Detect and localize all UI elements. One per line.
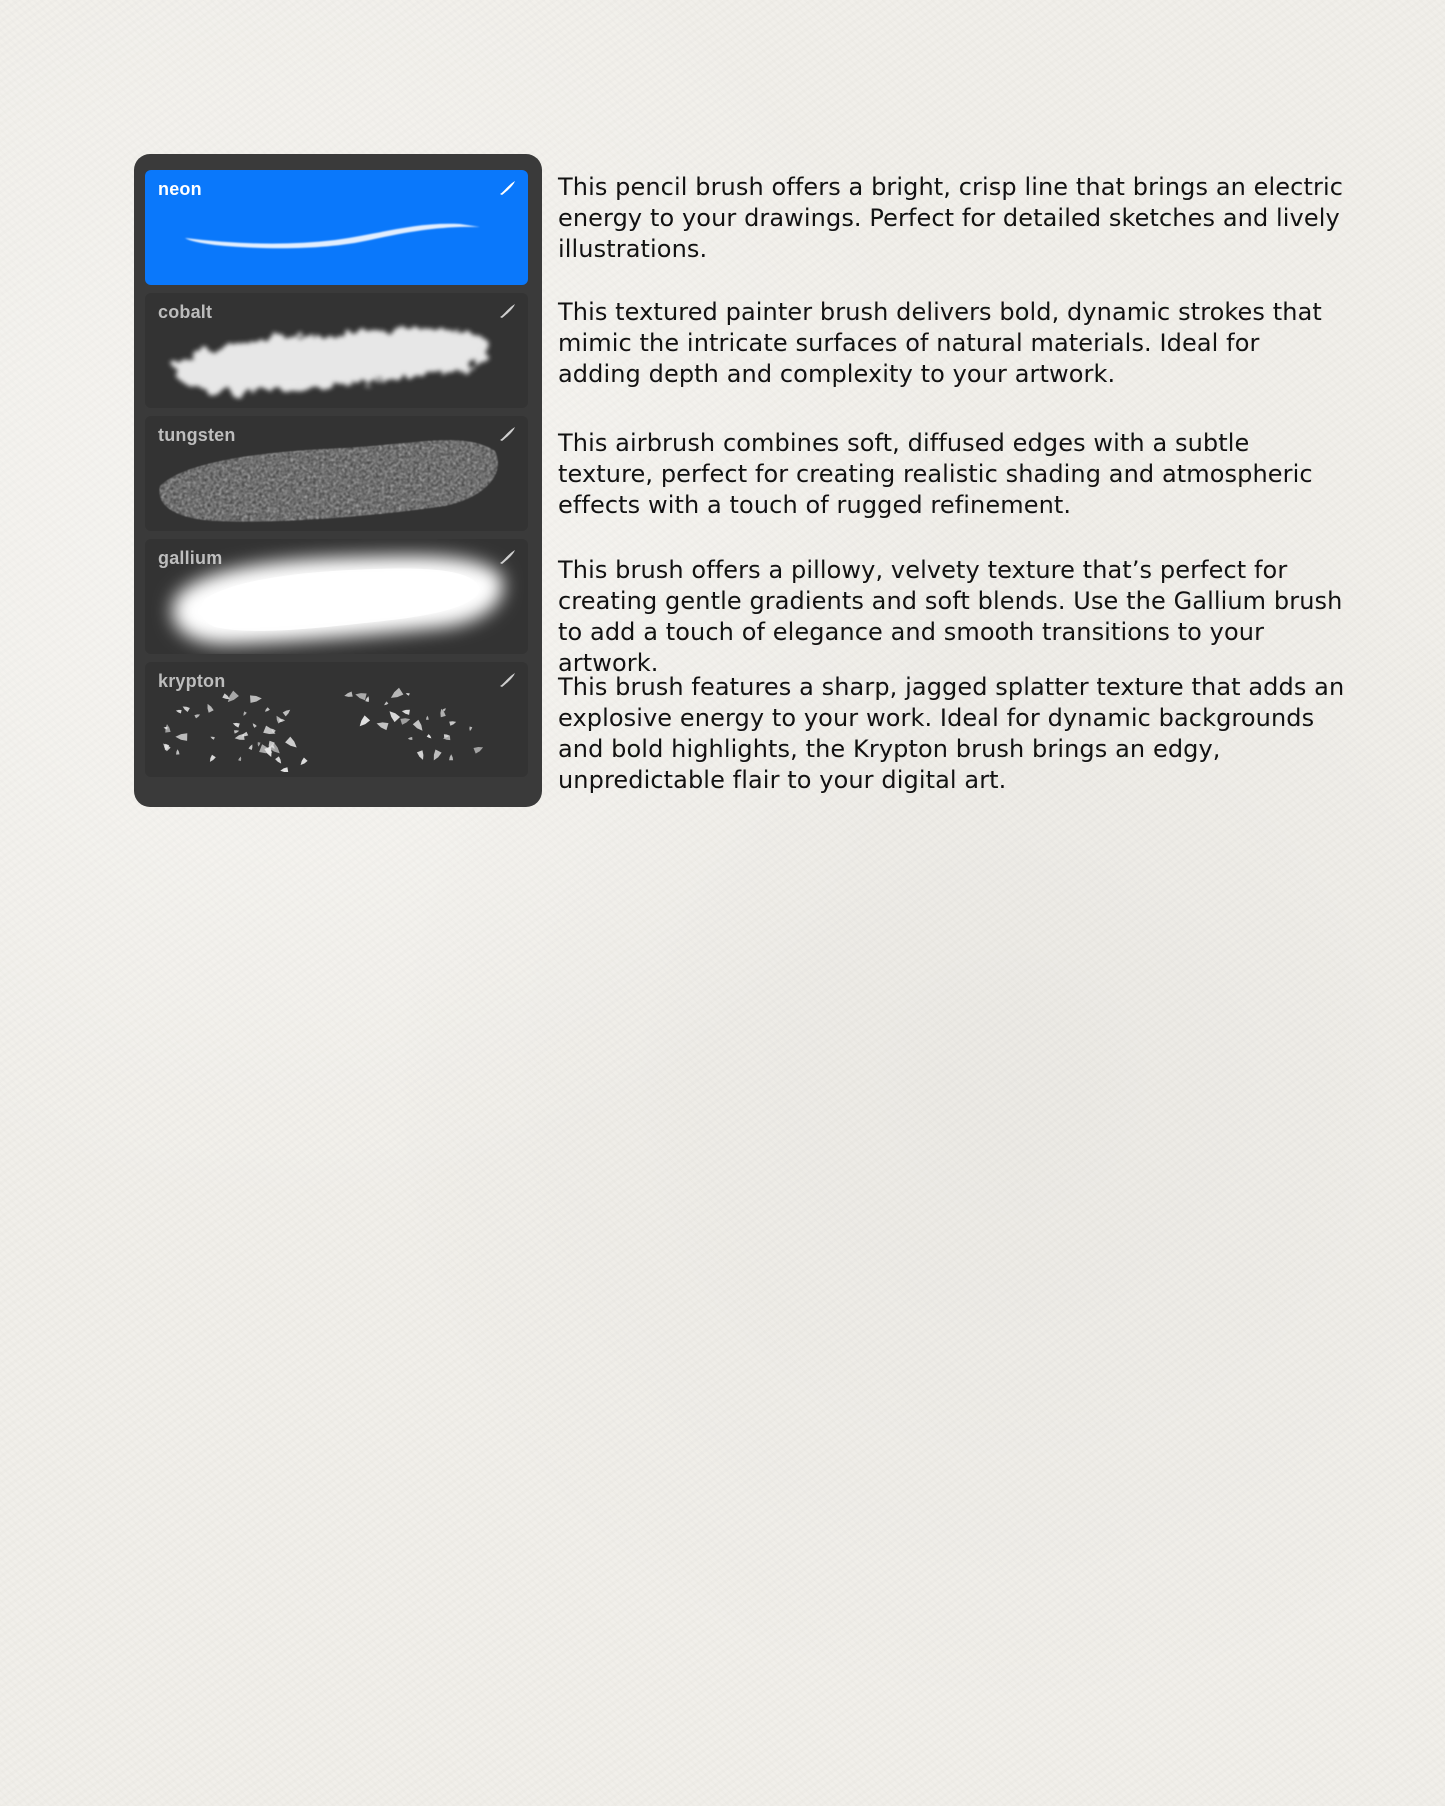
brush-stroke-preview-tungsten (145, 416, 528, 531)
brush-item-neon[interactable] (145, 170, 528, 285)
brush-stroke-preview-cobalt (145, 293, 528, 408)
splatter-mark (365, 696, 369, 702)
splatter-mark (175, 733, 187, 741)
splatter-mark (406, 693, 410, 696)
brush-name-label: gallium (158, 548, 223, 568)
splatter-mark (234, 730, 239, 733)
splatter-mark (249, 744, 253, 750)
splatter-mark (183, 707, 190, 713)
splatter-mark (208, 704, 214, 713)
splatter-mark (360, 715, 370, 726)
splatter-mark (250, 695, 262, 703)
splatter-mark (258, 742, 261, 747)
splatter-mark (427, 734, 432, 738)
splatter-mark (222, 693, 230, 699)
splatter-mark (210, 737, 215, 740)
splatter-mark (355, 693, 366, 700)
brush-description-gallium: This brush offers a pillowy, velvety texture that’s perfect for creating gentle gradients and soft blends. Use the Gallium brush to add a touch of elegance and smooth transitions to your artwork. (558, 556, 1343, 677)
splatter-mark (390, 711, 401, 722)
brush-stroke-preview-krypton (145, 662, 528, 777)
brush-name-label: krypton (158, 671, 226, 691)
brush-item-gallium[interactable] (145, 539, 528, 654)
splatter-mark (280, 767, 288, 772)
splatter-mark (238, 757, 241, 762)
splatter-mark (384, 701, 388, 705)
brush-name-label: tungsten (158, 425, 236, 445)
brush-item-krypton[interactable] (145, 662, 528, 777)
splatter-mark (194, 714, 200, 718)
splatter-mark (391, 688, 404, 698)
splatter-mark (228, 691, 239, 703)
splatter-mark (413, 720, 423, 731)
splatter-mark (176, 710, 182, 714)
brush-item-tungsten[interactable] (145, 416, 528, 531)
splatter-mark (242, 732, 249, 737)
splatter-mark (402, 710, 410, 715)
splatter-mark (233, 723, 240, 728)
brush-description-neon: This pencil brush offers a bright, crisp line that brings an electric energy to your drawings. Perfect for detailed sketches and lively illustrations. (558, 173, 1344, 263)
splatter-mark (449, 754, 453, 760)
brush-description-tungsten: This airbrush combines soft, diffused edges with a subtle texture, perfect for creating realistic shading and atmospheric effects with a touch of rugged refinement. (558, 429, 1313, 519)
brush-descriptions (558, 172, 1348, 812)
splatter-mark (377, 722, 389, 730)
brush-stroke-preview-neon (145, 170, 528, 285)
splatter-mark (400, 718, 410, 724)
splatter-mark (408, 737, 413, 740)
splatter-mark (283, 710, 291, 717)
splatter-mark (344, 692, 352, 697)
brush-name-label: cobalt (158, 302, 213, 322)
brush-description-cobalt: This textured painter brush delivers bold, dynamic strokes that mimic the intricate surfaces of natural materials. Ideal for adding depth and complexity to your artwork. (558, 298, 1322, 388)
splatter-mark (434, 750, 442, 761)
splatter-mark (285, 737, 297, 748)
splatter-mark (244, 711, 247, 716)
brush-name-label: neon (158, 179, 202, 199)
brush-description-krypton: This brush features a sharp, jagged splatter texture that adds an explosive energy to your work. Ideal for dynamic backgrounds and bold highlights, the Krypton brush brings an edgy, unpredictable flair to your digital art. (558, 673, 1345, 794)
splatter-mark (275, 756, 281, 763)
splatter-mark (417, 750, 424, 760)
splatter-mark (265, 707, 270, 712)
splatter-mark (426, 716, 429, 720)
splatter-mark (210, 755, 216, 762)
splatter-mark (449, 721, 456, 726)
splatter-mark (469, 727, 472, 732)
splatter-mark (253, 723, 257, 728)
splatter-mark (176, 749, 179, 754)
splatter-mark (474, 747, 484, 754)
brush-stroke-preview-gallium (145, 539, 528, 654)
brush-item-cobalt[interactable] (145, 293, 528, 408)
brush-library-panel (134, 154, 542, 807)
splatter-mark (301, 758, 308, 766)
